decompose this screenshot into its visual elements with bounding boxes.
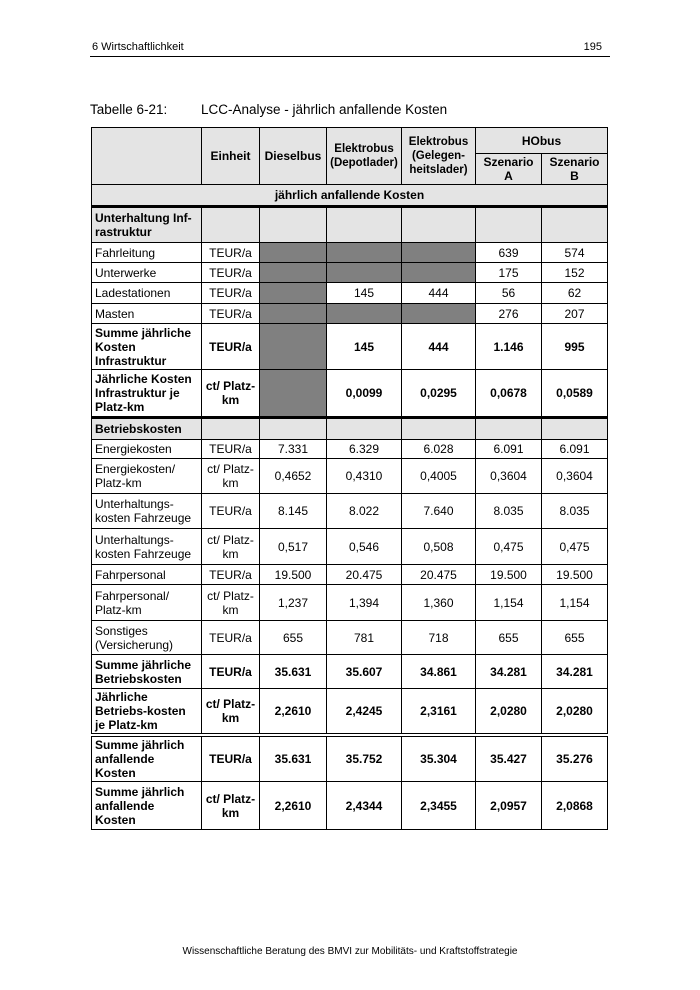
cell-gelegen: 0,4005	[402, 459, 476, 494]
page-footer: Wissenschaftliche Beratung des BMVI zur Mobilitäts- und Kraftstoffstrategie	[182, 946, 518, 957]
cell-b: 34.281	[542, 655, 608, 689]
total-rows	[92, 735, 608, 830]
cell-gelegen	[402, 304, 476, 324]
row-label: Unterwerke	[92, 263, 202, 283]
row-label: Masten	[92, 304, 202, 324]
cell-depot: 2,4344	[327, 782, 402, 830]
cell-diesel: 0,517	[260, 529, 327, 565]
table-row	[92, 459, 608, 494]
cell-b: 19.500	[542, 565, 608, 585]
group-label-betrieb: Betriebskosten	[92, 418, 202, 440]
cell-depot	[327, 263, 402, 283]
cell-depot: 145	[327, 283, 402, 304]
row-label: Fahrpersonal	[92, 565, 202, 585]
table-row	[92, 621, 608, 655]
lcc-table	[91, 127, 608, 830]
cell-diesel: 35.631	[260, 735, 327, 782]
table-row	[92, 565, 608, 585]
cell-a: 6.091	[476, 440, 542, 459]
row-unit: ct/ Platz-km	[202, 585, 260, 621]
cell-a: 19.500	[476, 565, 542, 585]
table-row	[92, 529, 608, 565]
row-label: Summe jährlich anfallende Kosten	[92, 735, 202, 782]
cell-depot: 145	[327, 324, 402, 370]
cell-depot: 781	[327, 621, 402, 655]
col-hobus-header: HObus	[476, 128, 608, 154]
cell-b: 152	[542, 263, 608, 283]
col-diesel-header: Dieselbus	[260, 128, 327, 185]
table-number: Tabelle 6-21:	[90, 102, 168, 117]
col-gelegen-header	[402, 128, 476, 185]
cell-a: 2,0957	[476, 782, 542, 830]
cell-gelegen: 35.304	[402, 735, 476, 782]
cell-depot: 0,0099	[327, 370, 402, 418]
table-row	[92, 440, 608, 459]
row-label: Ladestationen	[92, 283, 202, 304]
cell-a: 0,3604	[476, 459, 542, 494]
cell-depot	[327, 304, 402, 324]
cell-a: 2,0280	[476, 689, 542, 736]
row-unit: TEUR/a	[202, 263, 260, 283]
cell-diesel: 2,2610	[260, 782, 327, 830]
col-gelegen-line1: Elektrobus	[408, 136, 469, 148]
cell-gelegen: 34.861	[402, 655, 476, 689]
cell-gelegen: 1,360	[402, 585, 476, 621]
row-unit: ct/ Platz-km	[202, 782, 260, 830]
cell-a: 1.146	[476, 324, 542, 370]
cell-diesel	[260, 283, 327, 304]
cell-diesel: 35.631	[260, 655, 327, 689]
section-title: jährlich anfallende Kosten	[92, 185, 608, 207]
cell-depot: 8.022	[327, 494, 402, 529]
row-unit: TEUR/a	[202, 565, 260, 585]
table-row	[92, 263, 608, 283]
cell-a: 175	[476, 263, 542, 283]
table-row	[92, 655, 608, 689]
table-row	[92, 370, 608, 418]
row-label: Unterhaltungs-kosten Fahrzeuge	[92, 494, 202, 529]
cell-gelegen: 6.028	[402, 440, 476, 459]
row-unit: TEUR/a	[202, 283, 260, 304]
cell-diesel: 0,4652	[260, 459, 327, 494]
row-unit: TEUR/a	[202, 440, 260, 459]
cell-diesel	[260, 370, 327, 418]
cell-depot: 1,394	[327, 585, 402, 621]
cell-diesel: 2,2610	[260, 689, 327, 736]
table-row	[92, 585, 608, 621]
row-unit: ct/ Platz-km	[202, 689, 260, 736]
cell-b: 35.276	[542, 735, 608, 782]
cell-depot: 0,546	[327, 529, 402, 565]
cell-depot: 0,4310	[327, 459, 402, 494]
col-szenario-b-header: Szenario B	[542, 154, 608, 185]
col-gelegen-line3: heitslader)	[409, 164, 468, 176]
cell-b: 2,0868	[542, 782, 608, 830]
cell-gelegen: 718	[402, 621, 476, 655]
cell-b: 0,3604	[542, 459, 608, 494]
cell-b: 574	[542, 243, 608, 263]
row-unit: TEUR/a	[202, 655, 260, 689]
group-label-infra: Unterhaltung Inf-rastruktur	[92, 207, 202, 243]
table-caption	[90, 102, 447, 117]
cell-depot	[327, 243, 402, 263]
cell-gelegen: 444	[402, 283, 476, 304]
cell-b: 207	[542, 304, 608, 324]
cell-gelegen: 444	[402, 324, 476, 370]
cell-gelegen: 7.640	[402, 494, 476, 529]
cell-diesel: 8.145	[260, 494, 327, 529]
cell-gelegen	[402, 263, 476, 283]
cell-gelegen: 0,0295	[402, 370, 476, 418]
page-number: 195	[583, 41, 602, 53]
cell-a: 8.035	[476, 494, 542, 529]
header-label-cell	[92, 128, 202, 185]
cell-b: 995	[542, 324, 608, 370]
cell-depot: 2,4245	[327, 689, 402, 736]
col-depot-header: Elektrobus (Depotlader)	[327, 128, 402, 185]
cell-b: 0,0589	[542, 370, 608, 418]
table-row	[92, 735, 608, 782]
cell-diesel	[260, 324, 327, 370]
table-row	[92, 782, 608, 830]
cell-diesel: 7.331	[260, 440, 327, 459]
chapter-title: 6 Wirtschaftlichkeit	[92, 41, 184, 53]
row-unit: TEUR/a	[202, 494, 260, 529]
row-unit: TEUR/a	[202, 621, 260, 655]
row-label: Energiekosten/ Platz-km	[92, 459, 202, 494]
table-row	[92, 304, 608, 324]
cell-depot: 20.475	[327, 565, 402, 585]
col-gelegen-line2: (Gelegen-	[411, 150, 466, 162]
cell-diesel: 655	[260, 621, 327, 655]
table-title: LCC-Analyse - jährlich anfallende Kosten	[201, 102, 448, 117]
row-unit: ct/ Platz-km	[202, 370, 260, 418]
cell-a: 34.281	[476, 655, 542, 689]
row-unit: TEUR/a	[202, 243, 260, 263]
cell-diesel: 1,237	[260, 585, 327, 621]
row-label: Jährliche Betriebs-kosten je Platz-km	[92, 689, 202, 736]
group-row-infra	[92, 207, 608, 243]
row-unit: TEUR/a	[202, 304, 260, 324]
row-unit: TEUR/a	[202, 735, 260, 782]
row-label: Sonstiges (Versicherung)	[92, 621, 202, 655]
cell-b: 0,475	[542, 529, 608, 565]
page-header	[90, 38, 610, 57]
cell-a: 35.427	[476, 735, 542, 782]
table-row	[92, 689, 608, 736]
row-label: Summe jährliche Kosten Infrastruktur	[92, 324, 202, 370]
table-row	[92, 283, 608, 304]
row-label: Fahrleitung	[92, 243, 202, 263]
cell-gelegen: 0,508	[402, 529, 476, 565]
cell-depot: 35.607	[327, 655, 402, 689]
col-szenario-a-header: Szenario A	[476, 154, 542, 185]
cell-gelegen: 2,3455	[402, 782, 476, 830]
table-row	[92, 324, 608, 370]
row-unit: TEUR/a	[202, 324, 260, 370]
cell-b: 8.035	[542, 494, 608, 529]
row-label: Summe jährliche Betriebskosten	[92, 655, 202, 689]
cell-diesel	[260, 304, 327, 324]
cell-b: 6.091	[542, 440, 608, 459]
cell-gelegen	[402, 243, 476, 263]
cell-gelegen: 20.475	[402, 565, 476, 585]
row-label: Fahrpersonal/ Platz-km	[92, 585, 202, 621]
cell-a: 639	[476, 243, 542, 263]
cell-b: 2,0280	[542, 689, 608, 736]
cell-diesel	[260, 243, 327, 263]
cell-depot: 6.329	[327, 440, 402, 459]
betrieb-rows	[92, 440, 608, 736]
cell-a: 0,475	[476, 529, 542, 565]
table-row	[92, 243, 608, 263]
row-label: Energiekosten	[92, 440, 202, 459]
table-row	[92, 494, 608, 529]
row-unit: ct/ Platz-km	[202, 529, 260, 565]
row-unit: ct/ Platz-km	[202, 459, 260, 494]
group-row-betrieb	[92, 418, 608, 440]
cell-diesel	[260, 263, 327, 283]
cell-a: 655	[476, 621, 542, 655]
cell-a: 0,0678	[476, 370, 542, 418]
col-unit-header: Einheit	[202, 128, 260, 185]
section-title-row	[92, 185, 608, 207]
row-label: Unterhaltungs-kosten Fahrzeuge	[92, 529, 202, 565]
cell-depot: 35.752	[327, 735, 402, 782]
cell-b: 1,154	[542, 585, 608, 621]
row-label: Jährliche Kosten Infrastruktur je Platz-km	[92, 370, 202, 418]
cell-a: 1,154	[476, 585, 542, 621]
cell-b: 655	[542, 621, 608, 655]
infra-rows	[92, 243, 608, 418]
cell-diesel: 19.500	[260, 565, 327, 585]
cell-a: 276	[476, 304, 542, 324]
cell-b: 62	[542, 283, 608, 304]
row-label: Summe jährlich anfallende Kosten	[92, 782, 202, 830]
cell-a: 56	[476, 283, 542, 304]
cell-gelegen: 2,3161	[402, 689, 476, 736]
header-row	[92, 128, 608, 154]
